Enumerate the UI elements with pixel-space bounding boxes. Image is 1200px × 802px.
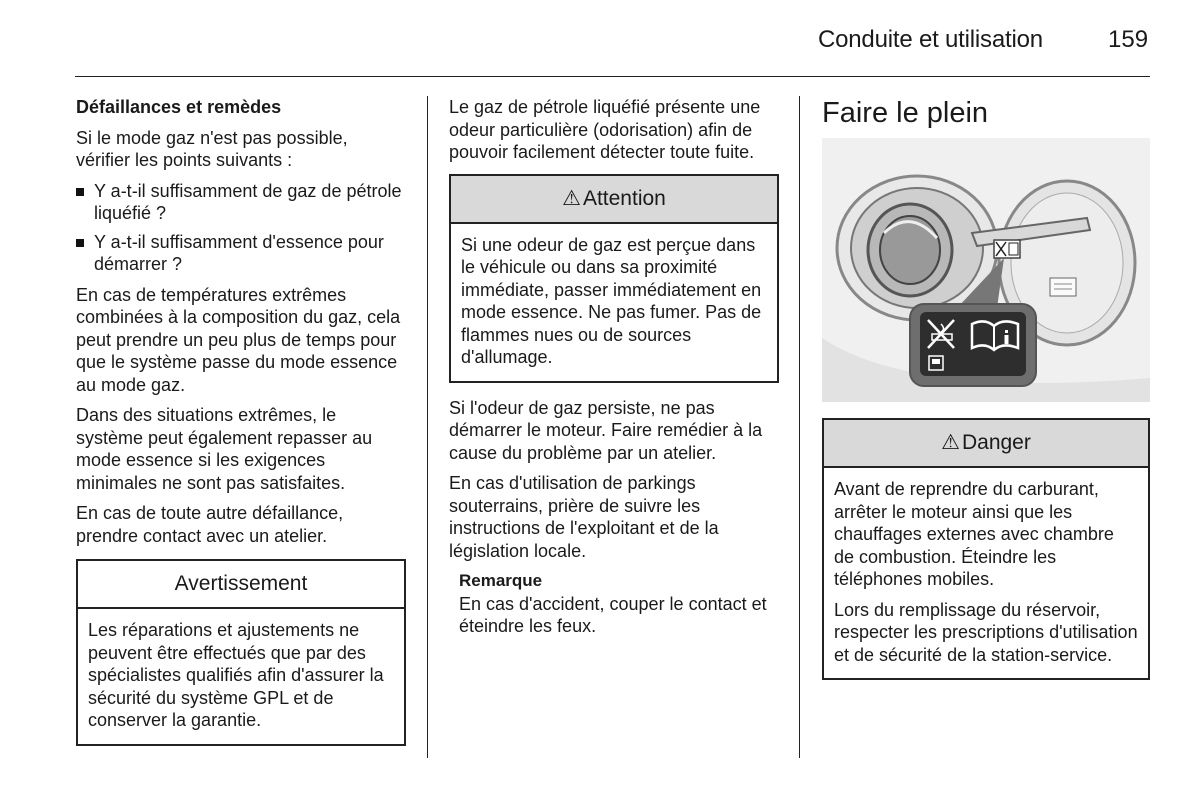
attention-box-body bbox=[451, 224, 777, 381]
attention-box-text: Si une odeur de gaz est perçue dans le véhicule ou dans sa proximité immédiate, passer immédiatement en mode essence. Ne pas fumer. Pas de flammes nues ou de sources d'allumage. bbox=[461, 234, 762, 367]
page-number: 159 bbox=[1108, 26, 1149, 53]
section-heading: Faire le plein bbox=[822, 97, 989, 129]
page-header-title: Conduite et utilisation bbox=[818, 26, 1043, 53]
warning-box-text: Les réparations et ajustements ne peuvent être effectués que par des spécialistes qualifiés afin d'assurer la sécurité du système GPL et de conserver la garantie. bbox=[88, 620, 384, 730]
list-item-text: Y a-t-il suffisamment d'essence pour démarrer ? bbox=[94, 231, 384, 274]
warning-box bbox=[76, 559, 406, 746]
warning-box-title: Avertissement bbox=[78, 561, 404, 609]
section-subheading: Défaillances et remèdes bbox=[76, 97, 282, 117]
paragraph: Dans des situations extrêmes, le système peut également repasser au mode essence si les exigences minimales ne sont pas satisfaites. bbox=[76, 405, 373, 493]
warning-triangle-icon: ⚠ bbox=[941, 431, 960, 454]
danger-box-text: Lors du remplissage du réservoir, respecter les prescriptions d'utilisation et de sécurité de la station-service. bbox=[834, 599, 1138, 665]
header-rule bbox=[75, 76, 1150, 77]
list-item bbox=[76, 231, 406, 276]
column-divider-1 bbox=[427, 96, 428, 758]
remark-body: En cas d'accident, couper le contact et éteindre les feux. bbox=[459, 593, 767, 636]
danger-box-header bbox=[824, 420, 1148, 468]
list-item bbox=[76, 180, 406, 225]
column-divider-2 bbox=[799, 96, 800, 758]
paragraph: En cas de températures extrêmes combinées à la composition du gaz, cela peut prendre un peu plus de temps pour que le système passe du mode essence au mode gaz. bbox=[76, 284, 401, 395]
paragraph: Si l'odeur de gaz persiste, ne pas démarrer le moteur. Faire remédier à la cause du problème par un atelier. bbox=[449, 397, 763, 463]
danger-box-text: Avant de reprendre du carburant, arrêter le moteur ainsi que les chauffages externes avec chambre de combustion. Éteindre les téléphones mobiles. bbox=[834, 479, 1114, 589]
column-3 bbox=[822, 96, 1150, 680]
attention-box-header bbox=[451, 176, 777, 224]
bullet-square-icon bbox=[76, 188, 84, 196]
attention-box bbox=[449, 174, 779, 383]
remark-title: Remarque bbox=[459, 571, 543, 590]
fuel-filler-flap-illustration bbox=[822, 138, 1150, 402]
intro-paragraph: Si le mode gaz n'est pas possible, vérifier les points suivants : bbox=[76, 127, 348, 170]
attention-box-title: Attention bbox=[582, 186, 666, 210]
paragraph: Le gaz de pétrole liquéfié présente une odeur particulière (odorisation) afin de pouvoir facilement détecter toute fuite. bbox=[449, 97, 761, 162]
remark bbox=[449, 570, 779, 638]
paragraph: En cas de toute autre défaillance, prendre contact avec un atelier. bbox=[76, 503, 344, 546]
checklist bbox=[76, 180, 406, 276]
list-item-text: Y a-t-il suffisamment de gaz de pétrole liquéfié ? bbox=[94, 180, 402, 223]
warning-triangle-icon: ⚠ bbox=[562, 186, 581, 210]
bullet-square-icon bbox=[76, 239, 84, 247]
danger-box-body bbox=[824, 468, 1148, 678]
fuel-flap-drawing bbox=[822, 138, 1150, 402]
danger-box bbox=[822, 418, 1150, 680]
danger-box-title: Danger bbox=[961, 431, 1031, 454]
paragraph: En cas d'utilisation de parkings souterrains, prière de suivre les instructions de l'exploitant et de la législation locale. bbox=[449, 473, 719, 561]
column-1 bbox=[76, 96, 406, 746]
column-2 bbox=[449, 96, 779, 638]
warning-box-body bbox=[78, 609, 404, 744]
